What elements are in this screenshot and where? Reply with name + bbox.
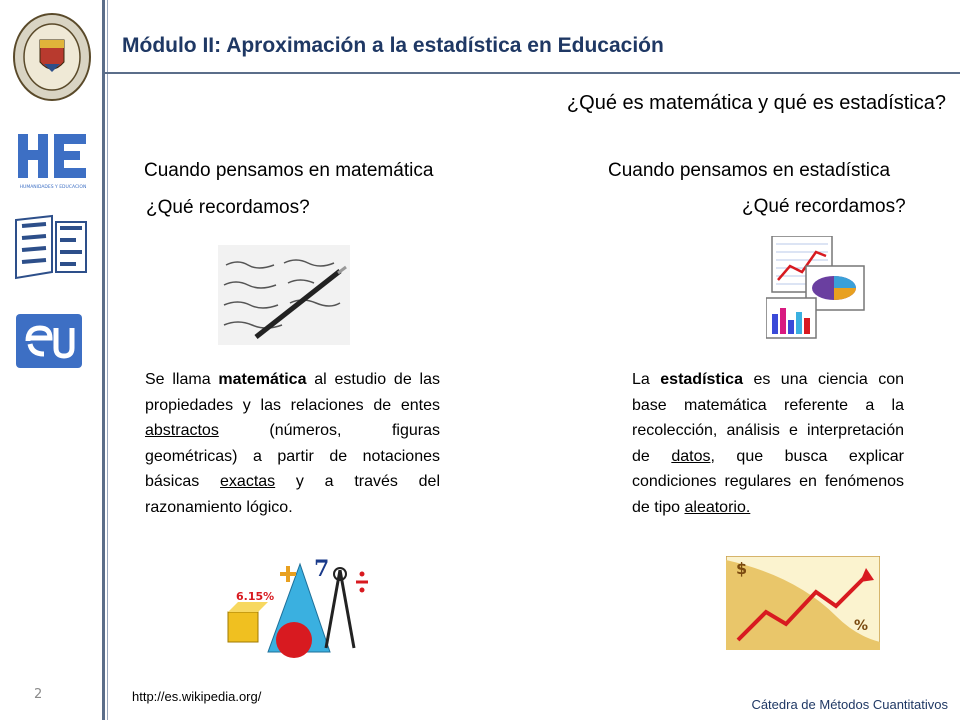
- math-image-percent-label: 6.15%: [236, 590, 275, 603]
- ucv-seal-logo: [12, 12, 92, 106]
- right-paragraph: [632, 367, 904, 521]
- left-paragraph-underline-2: exactas: [220, 473, 276, 491]
- right-heading: Cuando pensamos en estadística: [608, 160, 891, 181]
- math-image-seven: 7: [314, 556, 330, 582]
- left-paragraph-text-4: y a través del razonamiento lógico.: [145, 473, 440, 516]
- left-paragraph-text-1: Se llama: [145, 371, 219, 388]
- eu-logo: [16, 314, 82, 372]
- right-paragraph-text-3: , que busca explicar condiciones regulares en fenómenos de tipo: [632, 447, 904, 516]
- stats-charts-image: [766, 236, 866, 344]
- left-subheading: ¿Qué recordamos?: [146, 197, 310, 218]
- right-paragraph-bold: estadística: [660, 371, 743, 388]
- right-subheading: ¿Qué recordamos?: [742, 196, 906, 217]
- source-url[interactable]: http://es.wikipedia.org/: [132, 689, 262, 704]
- school-emblem-logo: [12, 212, 92, 288]
- left-heading: Cuando pensamos en matemática: [144, 160, 434, 181]
- main-question: ¿Qué es matemática y qué es estadística?: [566, 92, 946, 114]
- math-notes-image: [218, 245, 350, 349]
- left-paragraph: [145, 367, 440, 521]
- vertical-rule: [102, 0, 105, 720]
- vertical-rule-thin: [107, 0, 108, 720]
- page-number: 2: [34, 687, 43, 702]
- right-paragraph-text-2: es una ciencia con base matemática referente a la recolección, análisis e interpretación de: [632, 371, 904, 465]
- math-shapes-image: [222, 552, 372, 666]
- stats-image-percent: %: [854, 618, 869, 634]
- right-paragraph-underline-2: aleatorio.: [684, 498, 751, 516]
- stats-growth-image: [726, 556, 880, 654]
- header-rule: [104, 72, 960, 74]
- right-paragraph-underline-1: datos: [671, 447, 711, 465]
- page-title: Módulo II: Aproximación a la estadística en Educación: [122, 34, 664, 57]
- footer-credit: Cátedra de Métodos Cuantitativos: [751, 697, 948, 712]
- fhe-logo-text: HUMANIDADES Y EDUCACION: [19, 185, 87, 190]
- stats-image-dollar: $: [736, 559, 748, 578]
- right-paragraph-text-1: La: [632, 371, 661, 388]
- fhe-logo: [16, 128, 90, 198]
- left-paragraph-text-2: al estudio de las propiedades y las relaciones de entes: [145, 371, 440, 414]
- left-paragraph-bold: matemática: [218, 371, 307, 388]
- left-paragraph-text-3: (números, figuras geométricas) a partir de notaciones básicas: [145, 422, 440, 491]
- left-paragraph-underline-1: abstractos: [145, 422, 219, 440]
